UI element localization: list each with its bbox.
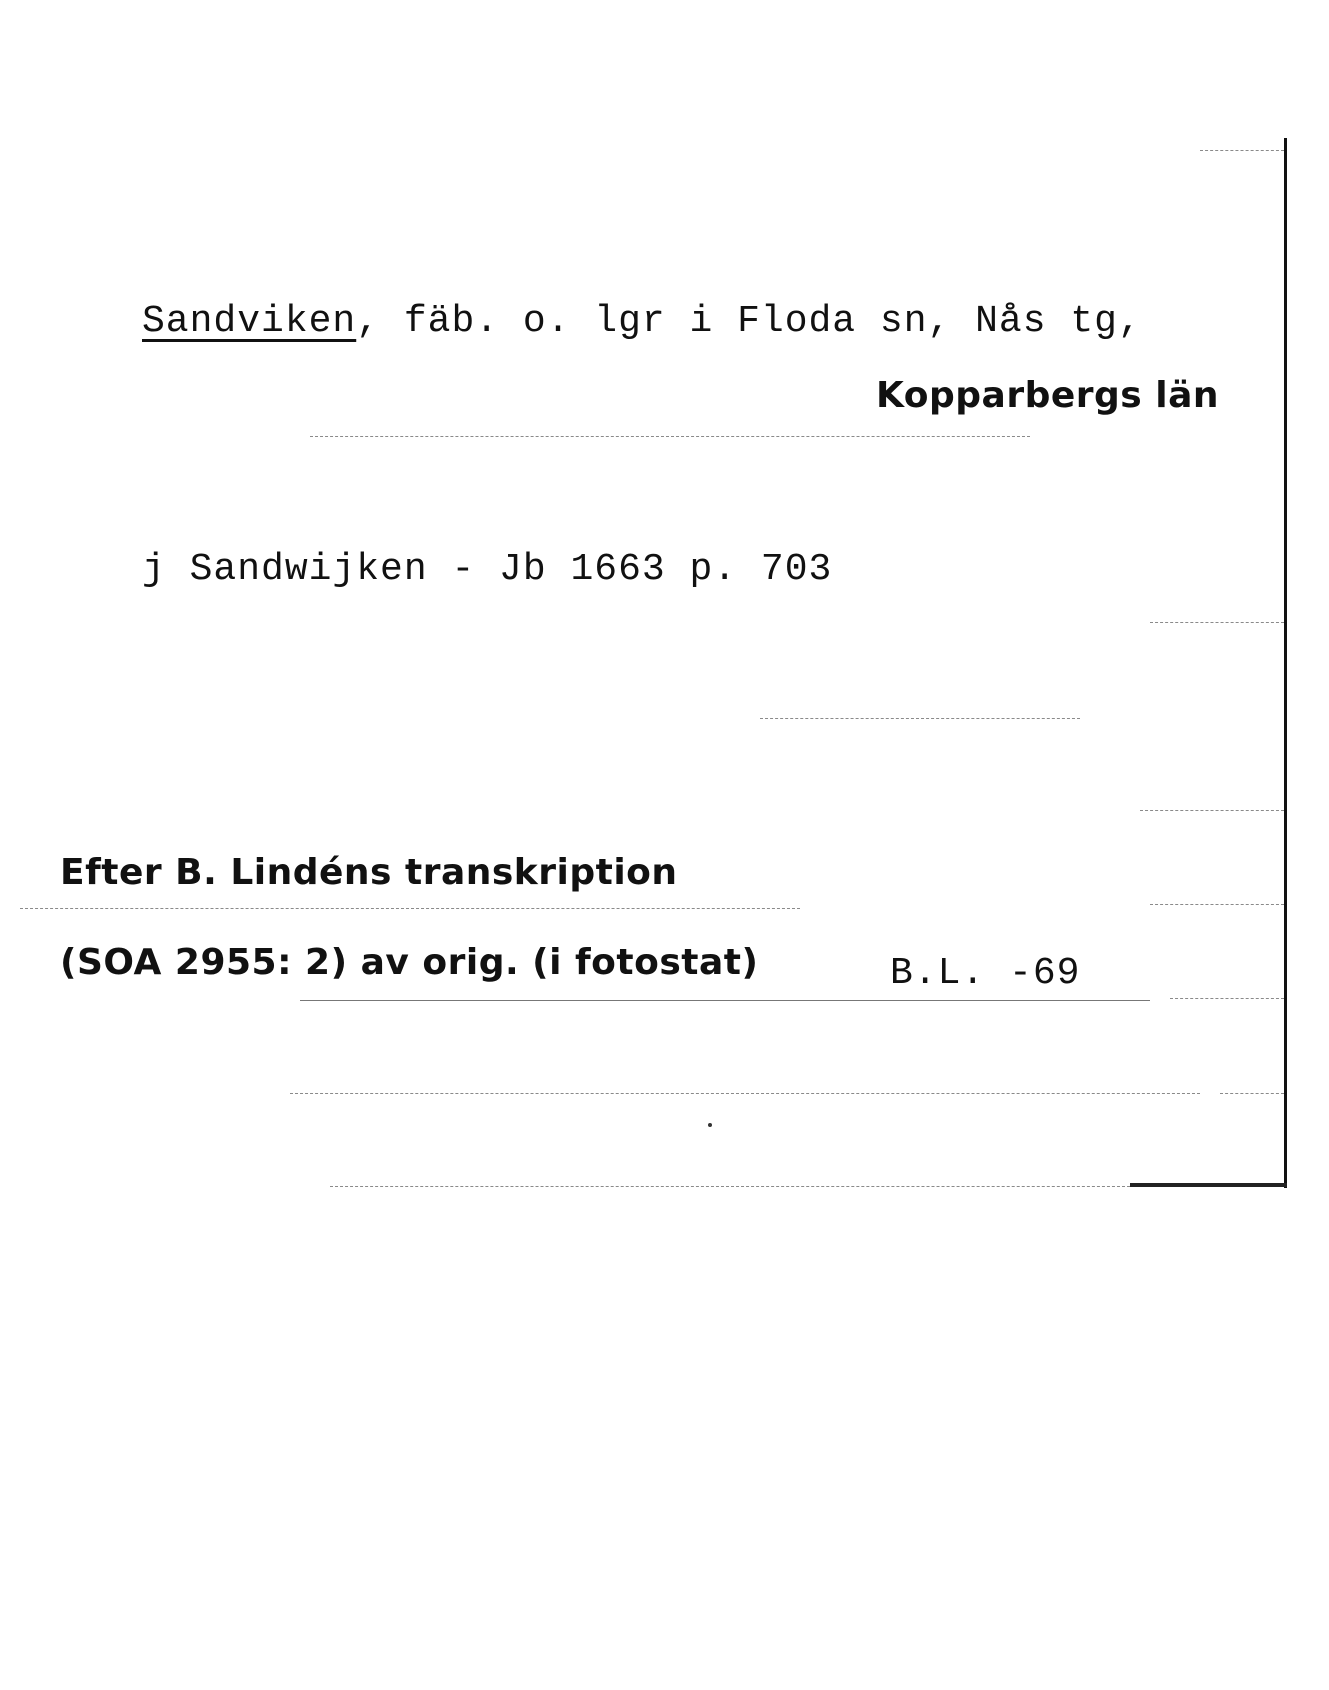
ruled-line — [20, 908, 800, 909]
ruled-line — [1140, 810, 1284, 811]
place-name: Sandviken — [142, 300, 357, 343]
signature: B.L. -69 — [890, 952, 1081, 995]
card-right-edge — [1284, 138, 1287, 1188]
speck — [708, 1123, 712, 1127]
ruled-line — [290, 1093, 1200, 1094]
card-bottom-edge — [1130, 1183, 1287, 1187]
variant-spelling-line: j Sandwijken - Jb 1663 p. 703 — [142, 548, 833, 591]
ruled-line — [1220, 1093, 1284, 1094]
source-line-1: Efter B. Lindéns transkription — [60, 852, 678, 893]
ruled-line — [1170, 998, 1284, 999]
ruled-line — [1150, 904, 1284, 905]
ruled-line — [760, 718, 1080, 719]
ruled-line — [310, 436, 1030, 437]
ruled-line — [330, 1186, 1130, 1187]
ruled-line — [1200, 150, 1284, 151]
heading-line — [142, 300, 1142, 343]
ruled-line — [300, 1000, 1150, 1001]
ruled-line — [1150, 622, 1284, 623]
source-line-2: (SOA 2955: 2) av orig. (i fotostat) — [60, 942, 759, 983]
county-line: Kopparbergs län — [875, 375, 1219, 416]
place-description: , fäb. o. lgr i Floda sn, Nås tg, — [356, 300, 1142, 343]
